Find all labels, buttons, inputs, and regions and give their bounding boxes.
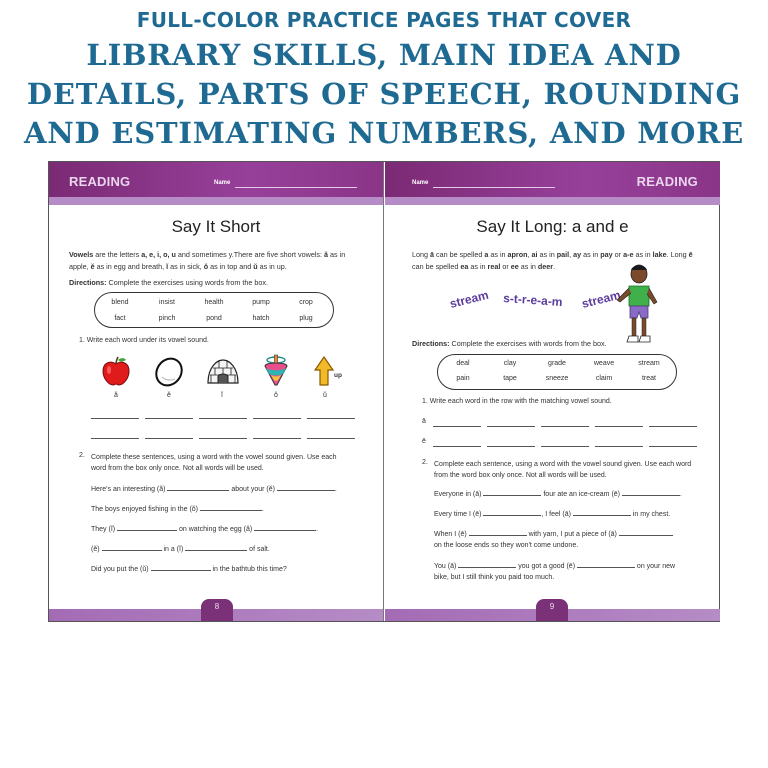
boy-illustration-icon: [615, 262, 663, 348]
blank[interactable]: [277, 484, 335, 491]
answer-line[interactable]: [199, 418, 247, 419]
blank[interactable]: [117, 524, 177, 531]
intro-text: as in egg and breath,: [94, 262, 167, 271]
sentence-text: on your new: [634, 563, 676, 570]
intro-text: as in: [633, 250, 653, 259]
word-box-item: insist: [159, 299, 175, 306]
blank[interactable]: [577, 561, 635, 568]
intro-text: as in: [581, 250, 601, 259]
vowel-sound-label: ă: [114, 392, 118, 399]
intro-text: ē: [688, 250, 693, 259]
sentence-text: Every time I (ē): [434, 511, 484, 518]
sentence-text: Everyone in (ā): [434, 491, 484, 498]
answer-line[interactable]: [649, 446, 697, 447]
word-box-item: health: [204, 299, 224, 306]
word-box-item: plug: [299, 315, 313, 322]
blank[interactable]: [185, 544, 247, 551]
intro-text: Vowels: [69, 250, 94, 259]
sentence-text: with yarn, I put a piece of (ā): [526, 531, 619, 538]
directions-text: Complete the exercises using words from the box.: [106, 278, 268, 287]
exercise-1-instruction: 1. Write each word in the row with the matching vowel sound.: [422, 398, 612, 405]
intro-text: real: [487, 262, 501, 271]
vowel-sound-label: ĕ: [167, 392, 171, 399]
blank[interactable]: [573, 509, 631, 516]
intro-text: ai: [531, 250, 538, 259]
intro-text: ĭ: [166, 262, 169, 271]
intro-text: ee: [510, 262, 519, 271]
blank[interactable]: [200, 504, 262, 511]
sentence-text: Here's an interesting (ă): [91, 486, 168, 493]
intro-text: Long: [412, 250, 430, 259]
answer-line[interactable]: [91, 438, 139, 439]
directions-text: Complete the exercises with words from the box.: [449, 339, 607, 348]
word-box-item: pump: [252, 299, 270, 306]
intro-text: pay: [600, 250, 613, 259]
page-header-stripe: [49, 197, 383, 205]
intro-text: .: [553, 262, 556, 271]
intro-text: can be spelled: [412, 262, 461, 271]
intro-text: as in up.: [257, 262, 287, 271]
intro-text: as in: [537, 250, 557, 259]
intro-paragraph: [69, 249, 364, 273]
sentence-text: .: [334, 486, 337, 493]
sentence-text: The boys enjoyed fishing in the (ŏ): [91, 506, 200, 513]
answer-line[interactable]: [307, 438, 355, 439]
art-word: stream: [448, 287, 490, 311]
intro-text: as in: [468, 262, 488, 271]
intro-text: ,: [569, 250, 574, 259]
blank[interactable]: [458, 561, 516, 568]
intro-text: as in: [488, 250, 508, 259]
intro-text: and sometimes y.There are five short vowels:: [175, 250, 325, 259]
intro-text: or: [500, 262, 511, 271]
intro-text: as in sick,: [168, 262, 204, 271]
word-box-item: claim: [595, 375, 613, 382]
sentence-text: four ate an ice-cream (ē): [541, 491, 622, 498]
promo-heading-line-4: AND ESTIMATING NUMBERS, AND MORE: [23, 116, 745, 150]
sentence-3: [91, 524, 318, 535]
intro-text: apron: [507, 250, 528, 259]
answer-line[interactable]: [595, 446, 643, 447]
blank[interactable]: [469, 529, 527, 536]
page-number: 9: [536, 599, 568, 621]
intro-text: deer: [537, 262, 554, 271]
word-box-item: fact: [114, 315, 126, 322]
name-line: [235, 187, 357, 188]
exercise-2-text: from the word box only once. Not all words will be used.: [434, 472, 607, 479]
word-box-item: treat: [641, 375, 656, 382]
intro-text: ea: [460, 262, 469, 271]
intro-text: . Long: [666, 250, 689, 259]
sentence-3: [434, 529, 673, 551]
blank[interactable]: [151, 564, 211, 571]
word-box-item: pond: [206, 315, 222, 322]
answer-line[interactable]: [91, 418, 139, 419]
sentence-1: [91, 484, 337, 495]
exercise-2-text: Complete these sentences, using a word with the vowel sound given. Use each: [91, 454, 337, 461]
exercise-2-instruction: [434, 459, 691, 481]
vowel-sound-label: ŏ: [274, 392, 278, 399]
answer-line[interactable]: [433, 426, 481, 427]
intro-text: ŏ: [203, 262, 209, 271]
sentence-text: .: [261, 506, 264, 513]
answer-line[interactable]: [145, 418, 193, 419]
intro-text: ă: [324, 250, 329, 259]
exercise-2-instruction: [91, 452, 337, 474]
art-word: stream: [580, 287, 622, 311]
up-label: up: [334, 372, 342, 379]
exercise-2-text: word from the box only once. Not all words will be used.: [91, 465, 264, 472]
page-header-stripe: [385, 197, 720, 205]
sentence-1: [434, 489, 682, 500]
answer-line[interactable]: [595, 426, 643, 427]
answer-line[interactable]: [487, 446, 535, 447]
word-box-item: blend: [111, 299, 129, 306]
row-label-long-a: ā: [422, 418, 426, 425]
blank[interactable]: [254, 524, 319, 533]
sentence-text: You (ā): [434, 563, 459, 570]
page-title: Say It Short: [171, 217, 261, 236]
sentence-2: [434, 509, 670, 520]
sentence-text: (ĕ): [91, 546, 102, 553]
row-label-long-e: ē: [422, 438, 426, 445]
sentence-text: in the bathtub this time?: [210, 566, 287, 573]
word-box-item: hatch: [252, 315, 270, 322]
sentence-2: [91, 504, 264, 515]
blank[interactable]: [167, 484, 229, 491]
sentence-text: .: [679, 491, 682, 498]
answer-line[interactable]: [433, 446, 481, 447]
intro-text: apple,: [69, 262, 91, 271]
answer-line[interactable]: [307, 418, 355, 419]
word-box-item: sneeze: [545, 375, 569, 382]
exercise-2-text: Complete each sentence, using a word with the vowel sound given. Use each word: [434, 461, 692, 468]
sentence-text: .: [316, 526, 319, 533]
intro-text: lake: [652, 250, 667, 259]
intro-text: a: [484, 250, 489, 259]
egg-icon: [153, 355, 185, 387]
intro-text: ay: [573, 250, 582, 259]
exercise-2-number: 2.: [79, 452, 85, 459]
name-label: Name: [412, 180, 429, 186]
word-box: [437, 354, 677, 390]
workbook-spread: [48, 161, 720, 622]
word-box: [94, 292, 334, 328]
sentence-text: , I feel (ā): [541, 511, 573, 518]
word-box-item: tape: [503, 375, 517, 382]
sentence-text: When I (ē): [434, 531, 469, 538]
answer-line[interactable]: [541, 426, 589, 427]
intro-text: a-e: [623, 250, 634, 259]
intro-text: pail: [556, 250, 570, 259]
section-label: READING: [69, 174, 131, 189]
intro-text: ŭ: [253, 262, 258, 271]
intro-text: or: [612, 250, 624, 259]
promo-heading-line-2: LIBRARY SKILLS, MAIN IDEA AND: [86, 38, 682, 72]
sentence-text: about your (ĕ): [229, 486, 277, 493]
promo-heading-line-3: DETAILS, PARTS OF SPEECH, ROUNDING: [26, 77, 742, 111]
right-page: [385, 162, 720, 621]
sentence-5: [91, 564, 287, 575]
word-box-item: pinch: [158, 315, 176, 322]
word-box-item: stream: [638, 360, 660, 367]
sentence-4: [91, 544, 270, 555]
answer-line[interactable]: [541, 446, 589, 447]
apple-icon: [100, 355, 132, 387]
sentence-text: They (ĭ): [91, 526, 118, 533]
sentence-text: in a (ĭ): [161, 546, 186, 553]
word-box-item: deal: [456, 360, 470, 367]
answer-line[interactable]: [253, 438, 301, 439]
name-label: Name: [214, 180, 231, 186]
intro-text: as in: [518, 262, 538, 271]
word-box-item: weave: [593, 360, 615, 367]
directions-label: Directions:: [69, 278, 107, 287]
sentence-text: on watching the egg (ă): [177, 526, 255, 533]
blank[interactable]: [102, 544, 162, 551]
page-number: 8: [201, 599, 233, 621]
intro-text: ā: [430, 250, 434, 259]
igloo-icon: [205, 355, 241, 387]
vowel-sound-label: ĭ: [221, 392, 223, 399]
left-page: [49, 162, 384, 621]
intro-text: ĕ: [90, 262, 95, 271]
sentence-text: of salt.: [247, 546, 270, 553]
name-line: [433, 187, 555, 188]
section-label: READING: [636, 174, 698, 189]
blank[interactable]: [619, 529, 673, 536]
sentence-4: [434, 561, 675, 583]
exercise-1-instruction: 1. Write each word under its vowel sound.: [79, 337, 209, 344]
up-arrow-icon: [313, 355, 335, 387]
answer-line[interactable]: [199, 438, 247, 439]
exercise-2-number: 2.: [422, 459, 428, 466]
vowel-sound-label: ŭ: [323, 392, 327, 399]
answer-line[interactable]: [145, 438, 193, 439]
sentence-text: you got a good (ē): [516, 563, 577, 570]
word-box-item: clay: [503, 360, 517, 367]
word-box-item: crop: [299, 299, 313, 306]
intro-text: ,: [527, 250, 532, 259]
intro-text: a, e, i, o, u: [141, 250, 176, 259]
blank[interactable]: [483, 509, 541, 516]
blank[interactable]: [622, 489, 680, 496]
intro-text: as in: [328, 250, 346, 259]
answer-line[interactable]: [649, 426, 697, 427]
sentence-text: in my chest.: [630, 511, 671, 518]
intro-text: as in top and: [208, 262, 254, 271]
word-box-item: grade: [548, 360, 566, 367]
intro-text: can be spelled: [434, 250, 485, 259]
sentence-text: on the loose ends so they won't come undone.: [434, 542, 579, 549]
directions: [69, 277, 364, 289]
directions-label: Directions:: [412, 339, 450, 348]
blank[interactable]: [483, 489, 541, 496]
sentence-text: Did you put the (ŭ): [91, 566, 151, 573]
sentence-text: bike, but I still think you paid too much.: [434, 574, 555, 581]
spinning-top-icon: [260, 352, 292, 388]
intro-text: are the letters: [93, 250, 142, 259]
answer-line[interactable]: [253, 418, 301, 419]
answer-line[interactable]: [487, 426, 535, 427]
promo-heading-line-1: FULL-COLOR PRACTICE PAGES THAT COVER: [136, 8, 632, 32]
page-title: Say It Long: a and e: [476, 217, 629, 236]
art-word: s-t-r-e-a-m: [502, 291, 563, 310]
directions: [412, 338, 707, 350]
word-box-item: pain: [456, 375, 470, 382]
